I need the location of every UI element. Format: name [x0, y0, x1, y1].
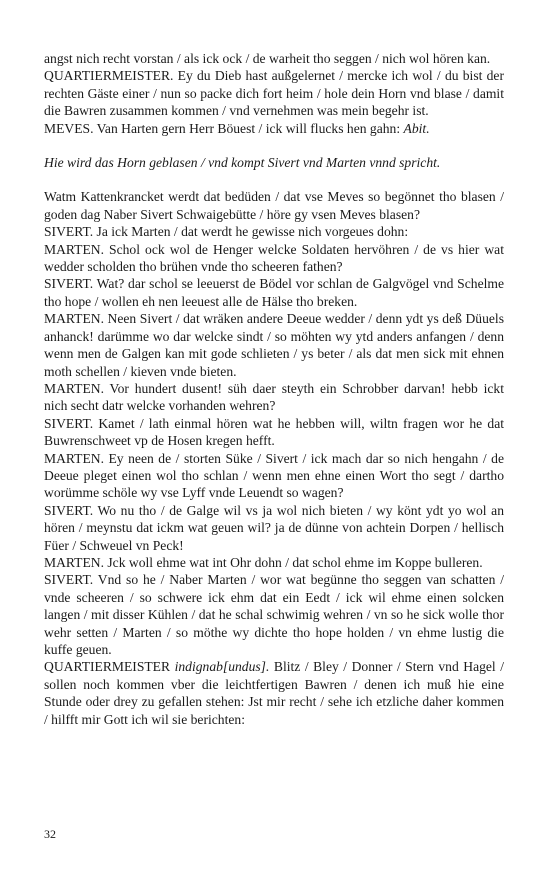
- text-block: [44, 50, 504, 728]
- paragraph: angst nich recht vorstan / als ick ock / de warheit tho seggen / nich wol hören kan.: [44, 51, 491, 66]
- paragraph-text: Blitz / Bley / Donner / Stern vnd Hagel / sollen noch kommen vber die leichtfertigen Bawren / denen ich muß hie eine Stunde oder drey zu gefallen stehen: Jst mir recht / sehe ich etzliche daher kommen / hilfft mir Gott ich wil sie berichten:: [44, 659, 504, 727]
- paragraph: SIVERT. Wat? dar schol se leeuerst de Bödel vor schlan de Galgvögel vnd Schelme tho hope / wollen eh nen leeuest alle de Hälse tho breken.: [44, 276, 504, 309]
- paragraph: MARTEN. Vor hundert dusent! süh daer steyth ein Schrobber darvan! hebb ickt nich secht datr welcke vorhanden wehren?: [44, 380, 504, 414]
- stage-direction: Abit.: [403, 120, 430, 136]
- stage-direction: indignab[undus].: [174, 659, 270, 675]
- paragraph: [44, 120, 504, 137]
- paragraph: SIVERT. Vnd so he / Naber Marten / wor wat begünne tho seggen van schatten / vnde scheeren / so schwere ick ehm dat ein Eedt / ick wil ehme einen solcken langen / mit disser Kühlen / dat he schal schwimig wehren / vn so he sick wolle thor wehr setten / Marten / so möthe wy dichte tho hope holden / vn ehme lustig die kuffe geuen.: [44, 572, 504, 657]
- paragraph: Watm Kattenkrancket werdt dat bedüden / dat vse Meves so begönnet tho blasen / goden dag Naber Sivert Schwaigebütte / höre gy vsen Meves blasen?: [44, 189, 504, 222]
- paragraph: SIVERT. Kamet / lath einmal hören wat he hebben will, wiltn fragen wor he dat Buwrenschweet vp de Hosen kregen hefft.: [44, 415, 504, 449]
- page-number: 32: [44, 827, 56, 841]
- paragraph-text: MEVES. Van Harten gern Herr Böuest / ick will flucks hen gahn:: [44, 120, 401, 136]
- paragraph: SIVERT. Ja ick Marten / dat werdt he gewisse nich vorgeues dohn:: [44, 224, 409, 240]
- paragraph: MARTEN. Neen Sivert / dat wräken andere Deeue wedder / denn ydt ys deß Düuels anhanck! darümme wo dar welcke sindt / so möhten wy ytd anders anfangen / denn wenn men de Galgen kan mit gode schlieten / ys beter / als dat men sick mit ehnen moth schellen / kieven vnde bieten.: [44, 311, 504, 379]
- stage-direction-paragraph: Hie wird das Horn geblasen / vnd kompt Sivert vnd Marten vnnd spricht.: [44, 155, 441, 171]
- paragraph: MARTEN. Ey neen de / storten Süke / Sivert / ick mach dar so nich hengahn / de Deeue pleget einen wol tho schlan / wenn men ehne einen Wort tho segt / dartho worümme schöle wy vse Lyff vnde Leuendt so wagen?: [44, 450, 504, 501]
- paragraph: SIVERT. Wo nu tho / de Galge wil vs ja wol nich bieten / wy könt ydt yo wol an hören / meynstu dat ickm wat geuen wil? ja de dünne von achtein Dorpen / hellisch Füer / Schweuel vn Peck!: [44, 502, 504, 553]
- paragraph: MARTEN. Schol ock wol de Henger welcke Soldaten hervöhren / de vs hier wat wedder scholden tho brühen vnde tho scheeren fathen?: [44, 241, 504, 275]
- paragraph: [44, 658, 504, 728]
- speaker-name: QUARTIERMEISTER: [44, 659, 171, 675]
- paragraph: QUARTIERMEISTER. Ey du Dieb hast außgelernet / mercke ich wol / du bist der rechten Gäste einer / nun so packe dich fort heim / hole dein Horn vnd blase / damit die Bawren zusammen kommen / vnd vernehmen was mein begehr ist.: [44, 68, 504, 119]
- paragraph: MARTEN. Jck woll ehme wat int Ohr dohn / dat schol ehme im Koppe bulleren.: [44, 554, 483, 570]
